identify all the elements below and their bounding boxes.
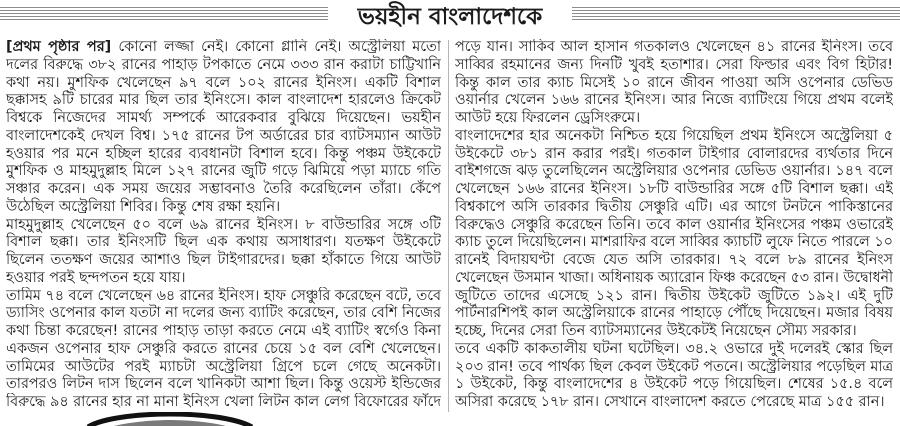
headline-container bbox=[330, 1, 570, 33]
article-line: সঞ্চার করেন। এক সময় জয়ের সম্ভাবনাও তৈরি করেছিলেন তাঁরা। কেঁপে bbox=[6, 181, 441, 197]
article-line: বাংলাদেশের হার অনেকটা নিশ্চিত হয়ে গিয়েছিল প্রথম ইনিংসে অস্ট্রেলিয়া ৫ bbox=[455, 127, 893, 144]
article-line: হওয়ার পরই ছন্দপতন হয়ে যায়। bbox=[6, 269, 186, 286]
article-line: উঠেছিল অস্ট্রেলিয়া শিবির। কিন্তু শেষ রক্ষা হয়নি। bbox=[6, 198, 281, 215]
article-line: ১ উইকেট, কিন্তু বাংলাদেশের ৪ উইকেট পড়ে গিয়েছিল। শেষের ১৫.৪ বলে bbox=[455, 376, 893, 393]
article-line: একজন ওপেনার হাফ সেঞ্চুরি করতে রানের চেয়ে ১৫ বল বেশি খেলেছেন। bbox=[6, 340, 441, 357]
article-line: তামিমের আউটের পরই ম্যাচটা অস্ট্রেলিয়া গ্রিপে চলে গেছে অনেকটা। bbox=[6, 358, 441, 375]
continued-label: [প্রথম পৃষ্ঠার পর] bbox=[6, 39, 112, 55]
headline-rule-right bbox=[572, 7, 900, 22]
paragraph bbox=[6, 288, 441, 412]
article-line: ছক্কাসহ ৯টি চারের মার ছিল তার ইনিংসে। কাল বাংলাদেশ হারলেও ক্রিকেট bbox=[6, 92, 441, 109]
article-line: রানেই বিদায়ঘণ্টা বেজে যেত অসি তারকার। ৭২ বলে ৮৯ রানের ইনিংস bbox=[455, 252, 893, 268]
article-line: তবে একটি কাকতালীয় ঘটনা ঘটেছিল। ৩৪.২ ওভারে দুই দলেরই স্কোর ছিল bbox=[455, 340, 893, 357]
article-line: ক্যাচ তুলে দিয়েছিলেন। মাশরাফির বলে সাব্বির ক্যাচটি লুফে নিতে পারলে ১০ bbox=[455, 234, 893, 251]
photo-inner-shade bbox=[110, 420, 230, 426]
article-line: কথা নয়। মুশফিক খেলেছেন ৯৭ বলে ১০২ রানের ইনিংস। একটি বিশাল bbox=[6, 74, 441, 91]
article-line: মাহমুদুল্লাহ খেলেছেন ৫০ বলে ৬৯ রানের ইনিংস। ৮ বাউন্ডারির সঙ্গে ৩টি bbox=[6, 216, 441, 233]
article-line-text: কোনো লজ্জা নেই। কোনো গ্লানি নেই। অস্ট্রেলিয়া মতো bbox=[118, 39, 441, 55]
article-line: হচ্ছে, দিনের সেরা তিন ব্যাটসম্যানের উইকেটই নিয়েছেন সৌম্য সরকার। bbox=[455, 323, 857, 339]
article-line: মুশফিক ও মাহমুদুল্লাহ মিলে ১২৭ রানের জুটি গড়ে ঝিমিয়ে পড়া ম্যাচে গতি bbox=[6, 163, 441, 180]
article-line: বিশ্বকে নিজেদের সামর্থ্য সম্পর্কে আরেকবার বুঝিয়ে দিয়েছেন। ভয়হীন bbox=[6, 110, 441, 126]
article-line: উইকেটে ৩৮১ রান করার পরই। গতকাল টাইগার বোলারদের ব্যর্থতার দিনে bbox=[455, 145, 893, 162]
article-line: আউট হয়ে ফিরলেন ড্রেসিংরুমে। bbox=[455, 110, 641, 126]
article-line: ওয়ার্নার খেলেন ১৬৬ রানের ইনিংস। আর নিজে ব্যাটিংয়ে গিয়ে প্রথম বলেই bbox=[455, 92, 893, 109]
article-line: কিন্তু কাল তার ক্যাচ মিসেই ১০ রানে জীবন পাওয়া অসি ওপেনার ডেভিড bbox=[455, 74, 893, 91]
headline-rule-left bbox=[0, 7, 328, 22]
article-line: পার্টনারশিপই কাল অস্ট্রেলিয়াকে রানের পাহাড়ে পৌঁছে দিয়েছেন। মজার বিষয় bbox=[455, 305, 893, 322]
article-line: ছিলেন ততক্ষণ জয়ের আশাও ছিল টাইগারদের। ছক্কা হাঁকাতে গিয়ে আউট bbox=[6, 252, 441, 268]
paragraph bbox=[455, 128, 893, 341]
article-line: বাইশগজে ঝড় তুলেছিলেন অস্ট্রেলিয়ার ওপেনার ডেভিড ওয়ার্নার। ১৪৭ বলে bbox=[455, 163, 893, 180]
article-column-left bbox=[6, 39, 441, 412]
article-line: খেলেছেন ১৬৬ রানের ইনিংস। ১৮টি বাউন্ডারির সঙ্গে ৫টি বিশাল ছক্কা। এই bbox=[455, 181, 893, 197]
article-line: বিশ্বকাপে অসি তারকার দ্বিতীয় সেঞ্চুরি এটি। এর আগে টনটনে পাকিস্তানের bbox=[455, 198, 893, 215]
article-line: বিশাল ছক্কা। তার ইনিংসটি ছিল এক কথায় অসাধারণ। যতক্ষণ উইকেটে bbox=[6, 234, 441, 251]
article-line: হওয়ার পর মনে হচ্ছিল হারের ব্যবধানটা বিশাল হবে। কিন্তু পঞ্চম উইকেটে bbox=[6, 145, 441, 162]
article-column-right bbox=[455, 39, 893, 412]
article-line: দলের বিরুদ্ধে ৩৮২ রানের পাহাড় টপকাতে নেমে ৩৩৩ রান করাটা চাট্টিখানি bbox=[6, 56, 441, 73]
headline: ভয়হীন বাংলাদেশকে bbox=[357, 4, 543, 30]
paragraph bbox=[6, 39, 441, 217]
paragraph bbox=[6, 217, 441, 288]
photo-partial bbox=[84, 412, 256, 426]
paragraph bbox=[455, 39, 893, 128]
article-line: তামিম ৭৪ বলে খেলেছেন ৬৪ রানের ইনিংস। হাফ সেঞ্চুরি করেছেন বটে, তবে bbox=[6, 287, 441, 304]
article-line: তারপরও লিটন দাস ছিলেন বলে খানিকটা আশা ছিল। কিন্তু ওয়েস্ট ইন্ডিজের bbox=[6, 376, 441, 393]
article-line: বিরুদ্ধেও সেঞ্চুরি করেছেন তিনি। তবে কাল ওয়ার্নার ইনিংসের পঞ্চম ওভারেই bbox=[455, 216, 893, 233]
article-line: সাব্বির রহমানের জন্য দিনটি খুবই হতাশার। সেরা ফিল্ডার এবং বিগ হিটার! bbox=[455, 56, 893, 73]
article-line: বাংলাদেশকেই দেখল বিশ্ব। ১৭৫ রানের টপ অর্ডারের চার ব্যাটসম্যান আউট bbox=[6, 127, 441, 144]
article-line: পড়ে যান। সাকিব আল হাসান গতকালও খেলেছেন ৪১ রানের ইনিংস। তবে bbox=[455, 39, 893, 55]
article-line: কথা চিন্তা করেছেন! রানের পাহাড় তাড়া করতে নেমে এই ব্যাটিং স্বর্গেও কিনা bbox=[6, 323, 441, 339]
article-line: জুটিতে তাদের এসেছে ১২১ রান। দ্বিতীয় উইকেট জুটিতে ১৯২। এই দুটি bbox=[455, 287, 893, 304]
paragraph bbox=[455, 341, 893, 412]
article-line: খেলেছেন উসমান খাজা। অধিনায়ক অ্যারোন ফিঞ্চ করেছেন ৫৩ রান। উদ্বোধনী bbox=[455, 269, 893, 286]
article-line: ২০৩ রান! তবে পার্থক্য ছিল কেবল উইকেট পতনে। অস্ট্রেলিয়ার পড়েছিল মাত্র bbox=[455, 358, 893, 375]
column-divider bbox=[448, 40, 449, 412]
article-line: বিরুদ্ধে ৯৪ রানের হার না মানা ইনিংস খেলা লিটন কাল লেগ বিফোরের ফাঁদে bbox=[6, 394, 441, 410]
article-line bbox=[6, 39, 441, 57]
article-line: ড্যাসিং ওপেনার কাল যতটা না দলের জন্য ব্যাটিং করেছেন, তার বেশি নিজের bbox=[6, 305, 441, 322]
article-line: অসিরা করেছে ১৭৮ রান। সেখানে বাংলাদেশ করতে পেরেছে মাত্র ১৫৫ রান। bbox=[455, 394, 885, 410]
